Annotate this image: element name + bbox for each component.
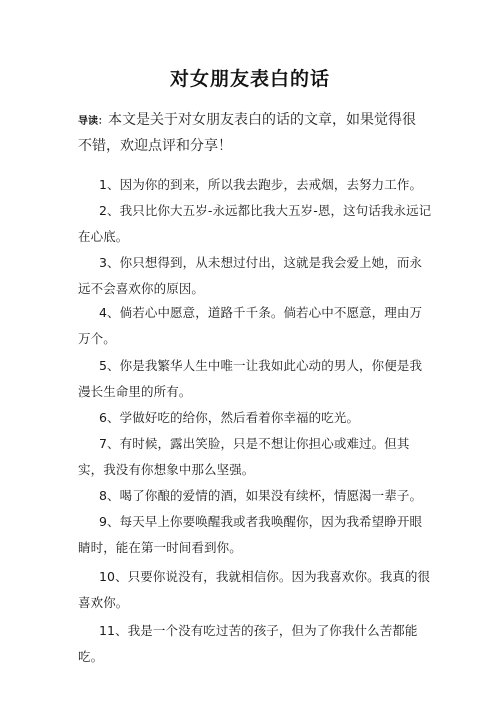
intro-text: 本文是关于对女朋友表白的话的文章，如果觉得很不错，欢迎点评和分享！ <box>78 112 416 154</box>
paragraph: 6、学做好吃的给你，然后看着你幸福的吃光。 <box>99 410 360 425</box>
intro-block <box>78 108 428 159</box>
paragraph: 8、喝了你酿的爱情的酒，如果没有续杯，情愿渴一辈子。 <box>99 488 423 503</box>
paragraph: 7、有时候，露出笑脸，只是不想让你担心或难过。但其实，我没有你想象中那么坚强。 <box>78 436 410 477</box>
intro-lead-label: 导读： <box>78 116 108 127</box>
paragraph: 9、每天早上你要唤醒我或者我唤醒你，因为我希望睁开眼睛时，能在第一时间看到你。 <box>78 514 423 555</box>
paragraph: 11、我是一个没有吃过苦的孩子，但为了你我什么苦都能吃。 <box>78 623 418 664</box>
paragraph: 10、只要你说没有，我就相信你。因为我喜欢你。我真的很喜欢你。 <box>78 569 431 610</box>
paragraph: 4、倘若心中愿意，道路千千条。倘若心中不愿意，理由万万个。 <box>78 305 423 346</box>
page-title: 对女朋友表白的话 <box>169 68 330 90</box>
paragraph: 2、我只比你大五岁-永远都比我大五岁-恩，这句话我永远记在心底。 <box>78 203 432 244</box>
paragraph: 3、你只想得到，从未想过付出，这就是我会爱上她，而永远不会喜欢你的原因。 <box>78 255 423 296</box>
paragraph: 5、你是我繁华人生中唯一让我如此心动的男人，你便是我漫长生命里的所有。 <box>78 358 423 399</box>
paragraph: 1、因为你的到来，所以我去跑步，去戒烟，去努力工作。 <box>99 177 423 192</box>
